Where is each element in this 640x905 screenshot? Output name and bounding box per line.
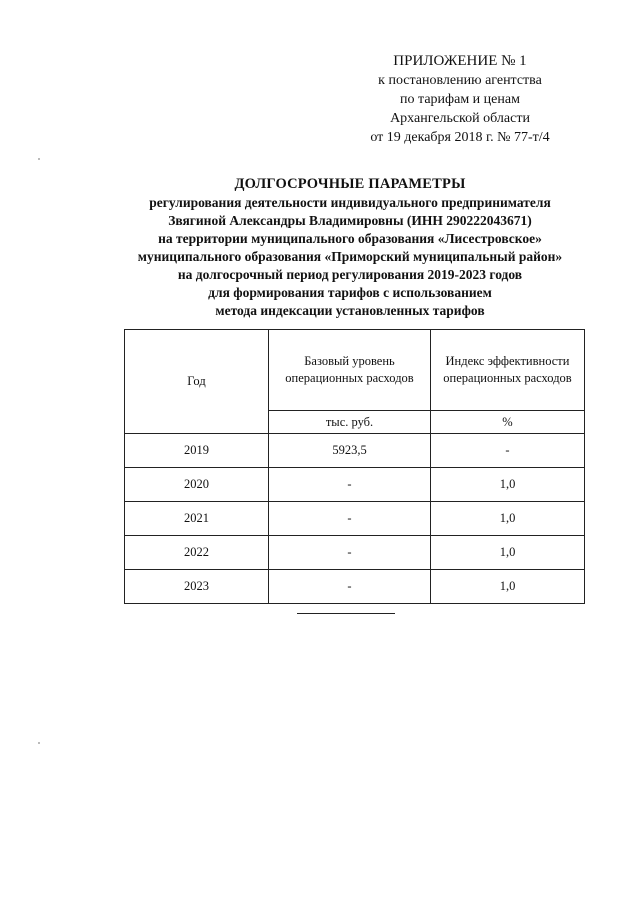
cell-year: 2022 bbox=[125, 536, 269, 570]
title-line: Звягиной Александры Владимировны (ИНН 290222043671) bbox=[168, 213, 532, 228]
cell-index: 1,0 bbox=[431, 502, 585, 536]
header-year-label: Год bbox=[187, 374, 206, 388]
appendix-line: к постановлению агентства bbox=[378, 73, 542, 88]
table-row bbox=[125, 570, 585, 604]
cell-base: - bbox=[269, 570, 431, 604]
unit-index: % bbox=[431, 411, 585, 434]
cell-year: 2023 bbox=[125, 570, 269, 604]
title-line: на территории муниципального образования «Лисестровское» bbox=[158, 231, 542, 246]
appendix-date-line: от 19 декабря 2018 г. № 77-т/4 bbox=[370, 130, 550, 145]
cell-index: 1,0 bbox=[431, 570, 585, 604]
title-line: для формирования тарифов с использованием bbox=[208, 285, 492, 300]
table-row bbox=[125, 502, 585, 536]
table-row bbox=[125, 434, 585, 468]
cell-year: 2020 bbox=[125, 468, 269, 502]
header-efficiency-index bbox=[431, 330, 585, 411]
table-header-row bbox=[125, 330, 585, 411]
cell-year: 2021 bbox=[125, 502, 269, 536]
cell-index: 1,0 bbox=[431, 536, 585, 570]
title-line: метода индексации установленных тарифов bbox=[215, 303, 485, 318]
title-line: регулирования деятельности индивидуального предпринимателя bbox=[149, 195, 551, 210]
header-year bbox=[125, 330, 269, 434]
title-line: на долгосрочный период регулирования 2019-2023 годов bbox=[177, 267, 523, 282]
cell-index: - bbox=[431, 434, 585, 468]
table-row bbox=[125, 468, 585, 502]
table-row bbox=[125, 536, 585, 570]
cell-index: 1,0 bbox=[431, 468, 585, 502]
scan-margin-mark bbox=[38, 742, 40, 744]
unit-base: тыс. руб. bbox=[269, 411, 431, 434]
cell-base: 5923,5 bbox=[269, 434, 431, 468]
appendix-line: Архангельской области bbox=[390, 111, 530, 126]
appendix-line: по тарифам и ценам bbox=[400, 92, 520, 107]
document-title-block bbox=[90, 175, 610, 320]
header-base-line: операционных расходов bbox=[285, 371, 414, 385]
appendix-block bbox=[330, 52, 590, 147]
end-separator-line bbox=[297, 613, 395, 614]
parameters-table bbox=[124, 329, 585, 604]
scan-margin-mark bbox=[38, 158, 40, 160]
header-index-line: операционных расходов bbox=[443, 371, 572, 385]
cell-base: - bbox=[269, 536, 431, 570]
header-base-line: Базовый уровень bbox=[304, 354, 395, 368]
cell-base: - bbox=[269, 468, 431, 502]
header-base-level bbox=[269, 330, 431, 411]
appendix-heading: ПРИЛОЖЕНИЕ № 1 bbox=[393, 53, 527, 69]
document-title: ДОЛГОСРОЧНЫЕ ПАРАМЕТРЫ bbox=[234, 176, 466, 192]
title-line: муниципального образования «Приморский муниципальный район» bbox=[137, 249, 563, 264]
cell-base: - bbox=[269, 502, 431, 536]
header-index-line: Индекс эффективности bbox=[445, 354, 570, 368]
cell-year: 2019 bbox=[125, 434, 269, 468]
